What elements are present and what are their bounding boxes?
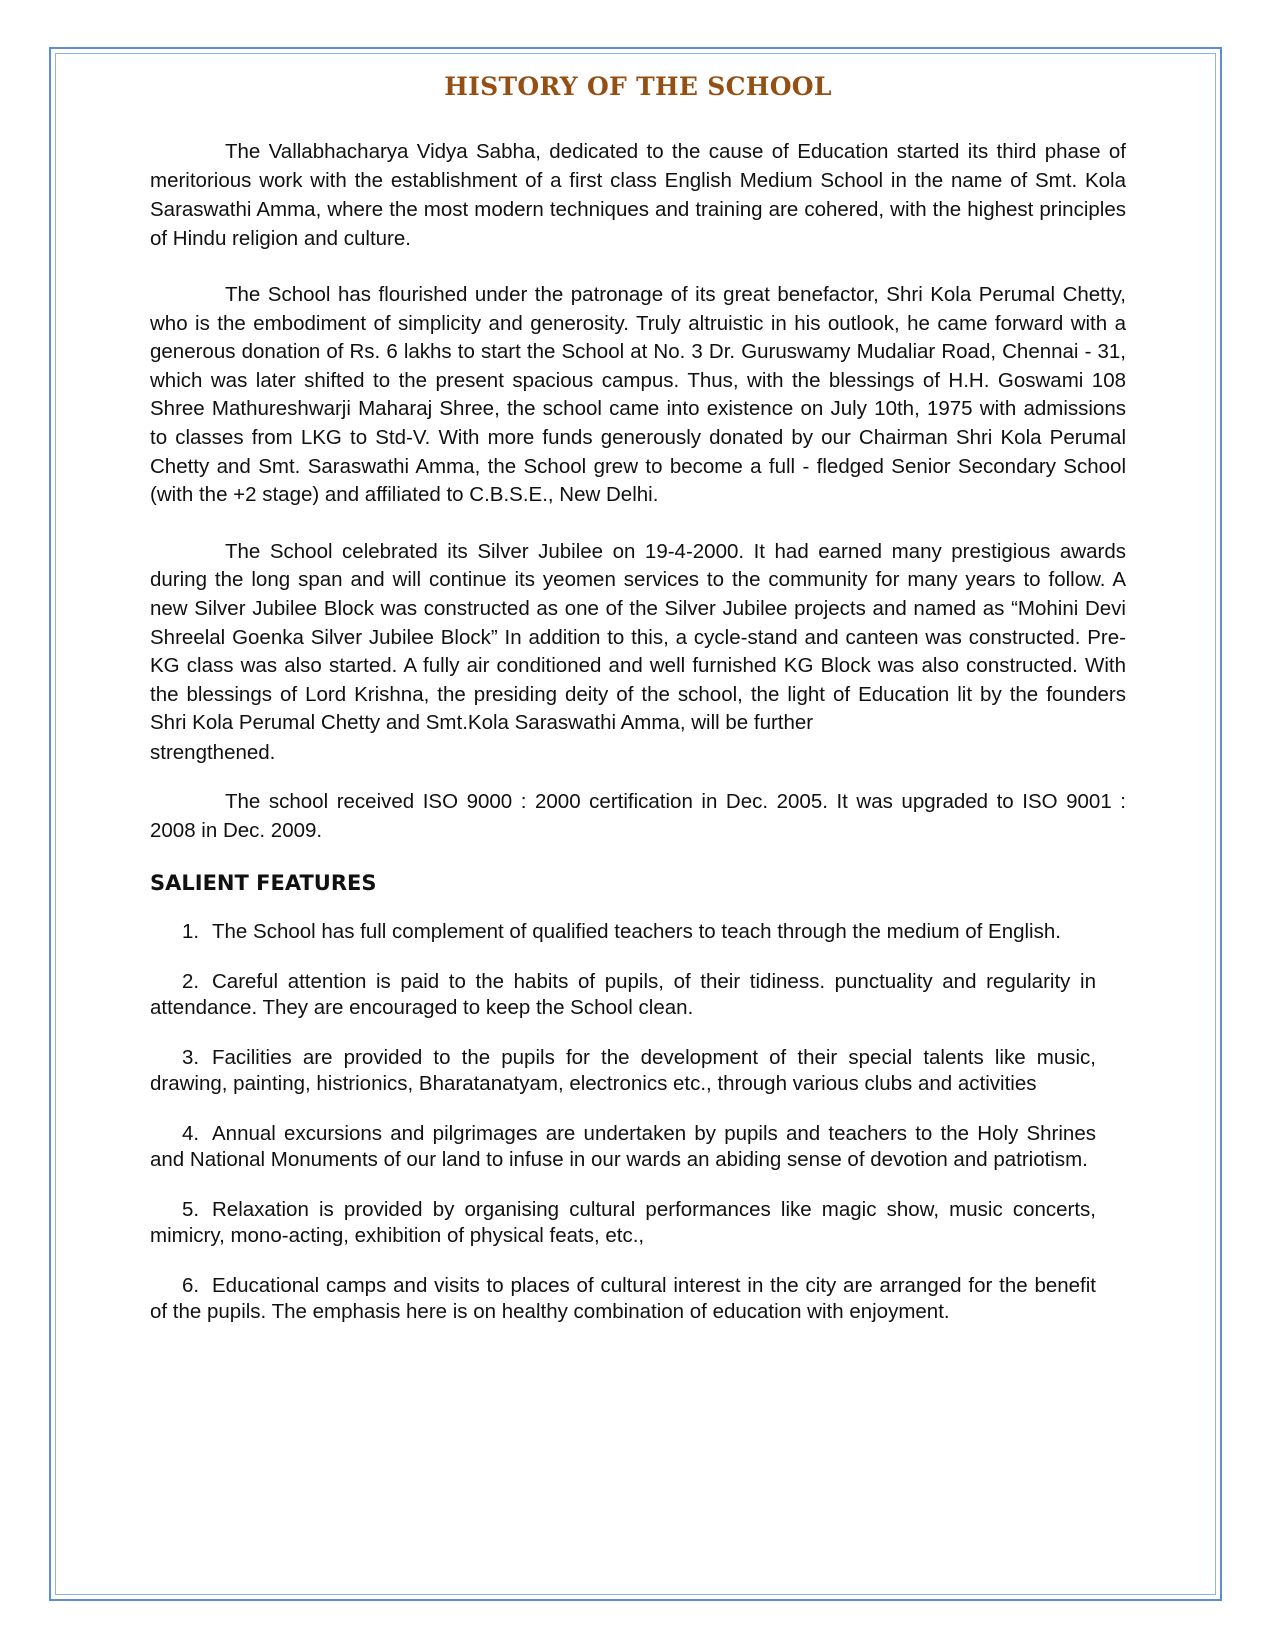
history-paragraph-1: The Vallabhacharya Vidya Sabha, dedicated to the cause of Education started its third phase of meritorious work with the establishment of a first class English Medium School in the name of Smt. Kola Saraswathi Amma, where the most modern techniques and training are cohered, with the highest principles of Hindu religion and culture. (150, 140, 1126, 250)
feature-item (150, 969, 1096, 1021)
history-paragraph-3-end: strengthened. (150, 740, 276, 764)
feature-text: The School has full complement of qualified teachers to teach through the medium of English. (212, 919, 1061, 943)
feature-number: 4. (182, 1121, 200, 1145)
history-paragraph-4: The school received ISO 9000 : 2000 certification in Dec. 2005. It was upgraded to ISO 9001 : 2008 in Dec. 2009. (150, 789, 1126, 842)
feature-number: 3. (182, 1045, 200, 1069)
feature-number: 1. (182, 919, 200, 943)
feature-text: Careful attention is paid to the habits of pupils, of their tidiness. punctuality and regularity in attendance. They are encouraged to keep the School clean. (150, 969, 1096, 1019)
history-paragraph-3: The School celebrated its Silver Jubilee on 19-4-2000. It had earned many prestigious awards during the long span and will continue its yeomen services to the community for many years to follow. A new Silver Jubilee Block was constructed as one of the Silver Jubilee projects and named as “Mohini Devi Shreelal Goenka Silver Jubilee Block” In addition to this, a cycle-stand and canteen was constructed. Pre-KG class was also started. A fully air conditioned and well furnished KG Block was also constructed. With the blessings of Lord Krishna, the presiding deity of the school, the light of Education lit by the founders Shri Kola Perumal Chetty and Smt.Kola Saraswathi Amma, will be further (150, 539, 1126, 735)
feature-item (150, 1273, 1096, 1325)
feature-item (150, 1197, 1096, 1249)
feature-text: Relaxation is provided by organising cultural performances like magic show, music concerts, mimicry, mono-acting, exhibition of physical feats, etc., (150, 1197, 1096, 1247)
history-paragraph-2: The School has flourished under the patronage of its great benefactor, Shri Kola Perumal Chetty, who is the embodiment of simplicity and generosity. Truly altruistic in his outlook, he came forward with a generous donation of Rs. 6 lakhs to start the School at No. 3 Dr. Guruswamy Mudaliar Road, Chennai - 31, which was later shifted to the present spacious campus. Thus, with the blessings of H.H. Goswami 108 Shree Mathureshwarji Maharaj Shree, the school came into existence on July 10th, 1975 with admissions to classes from LKG to Std-V. With more funds generously donated by our Chairman Shri Kola Perumal Chetty and Smt. Saraswathi Amma, the School grew to become a full - fledged Senior Secondary School (with the +2 stage) and affiliated to C.B.S.E., New Delhi. (150, 283, 1126, 507)
feature-text: Educational camps and visits to places of cultural interest in the city are arranged for the benefit of the pupils. The emphasis here is on healthy combination of education with enjoyment. (150, 1273, 1096, 1323)
page-title: HISTORY OF THE SCHOOL (444, 72, 832, 101)
feature-number: 5. (182, 1197, 200, 1221)
feature-number: 2. (182, 969, 200, 993)
features-heading: SALIENT FEATURES (150, 870, 377, 895)
feature-text: Annual excursions and pilgrimages are undertaken by pupils and teachers to the Holy Shrines and National Monuments of our land to infuse in our wards an abiding sense of devotion and patriotism. (150, 1121, 1096, 1171)
feature-number: 6. (182, 1273, 200, 1297)
feature-item (150, 919, 1096, 945)
feature-item (150, 1121, 1096, 1173)
document-body (150, 72, 1126, 1349)
feature-item (150, 1045, 1096, 1097)
feature-text: Facilities are provided to the pupils for the development of their special talents like music, drawing, painting, histrionics, Bharatanatyam, electronics etc., through various clubs and activities (150, 1045, 1096, 1095)
features-list (150, 919, 1096, 1325)
